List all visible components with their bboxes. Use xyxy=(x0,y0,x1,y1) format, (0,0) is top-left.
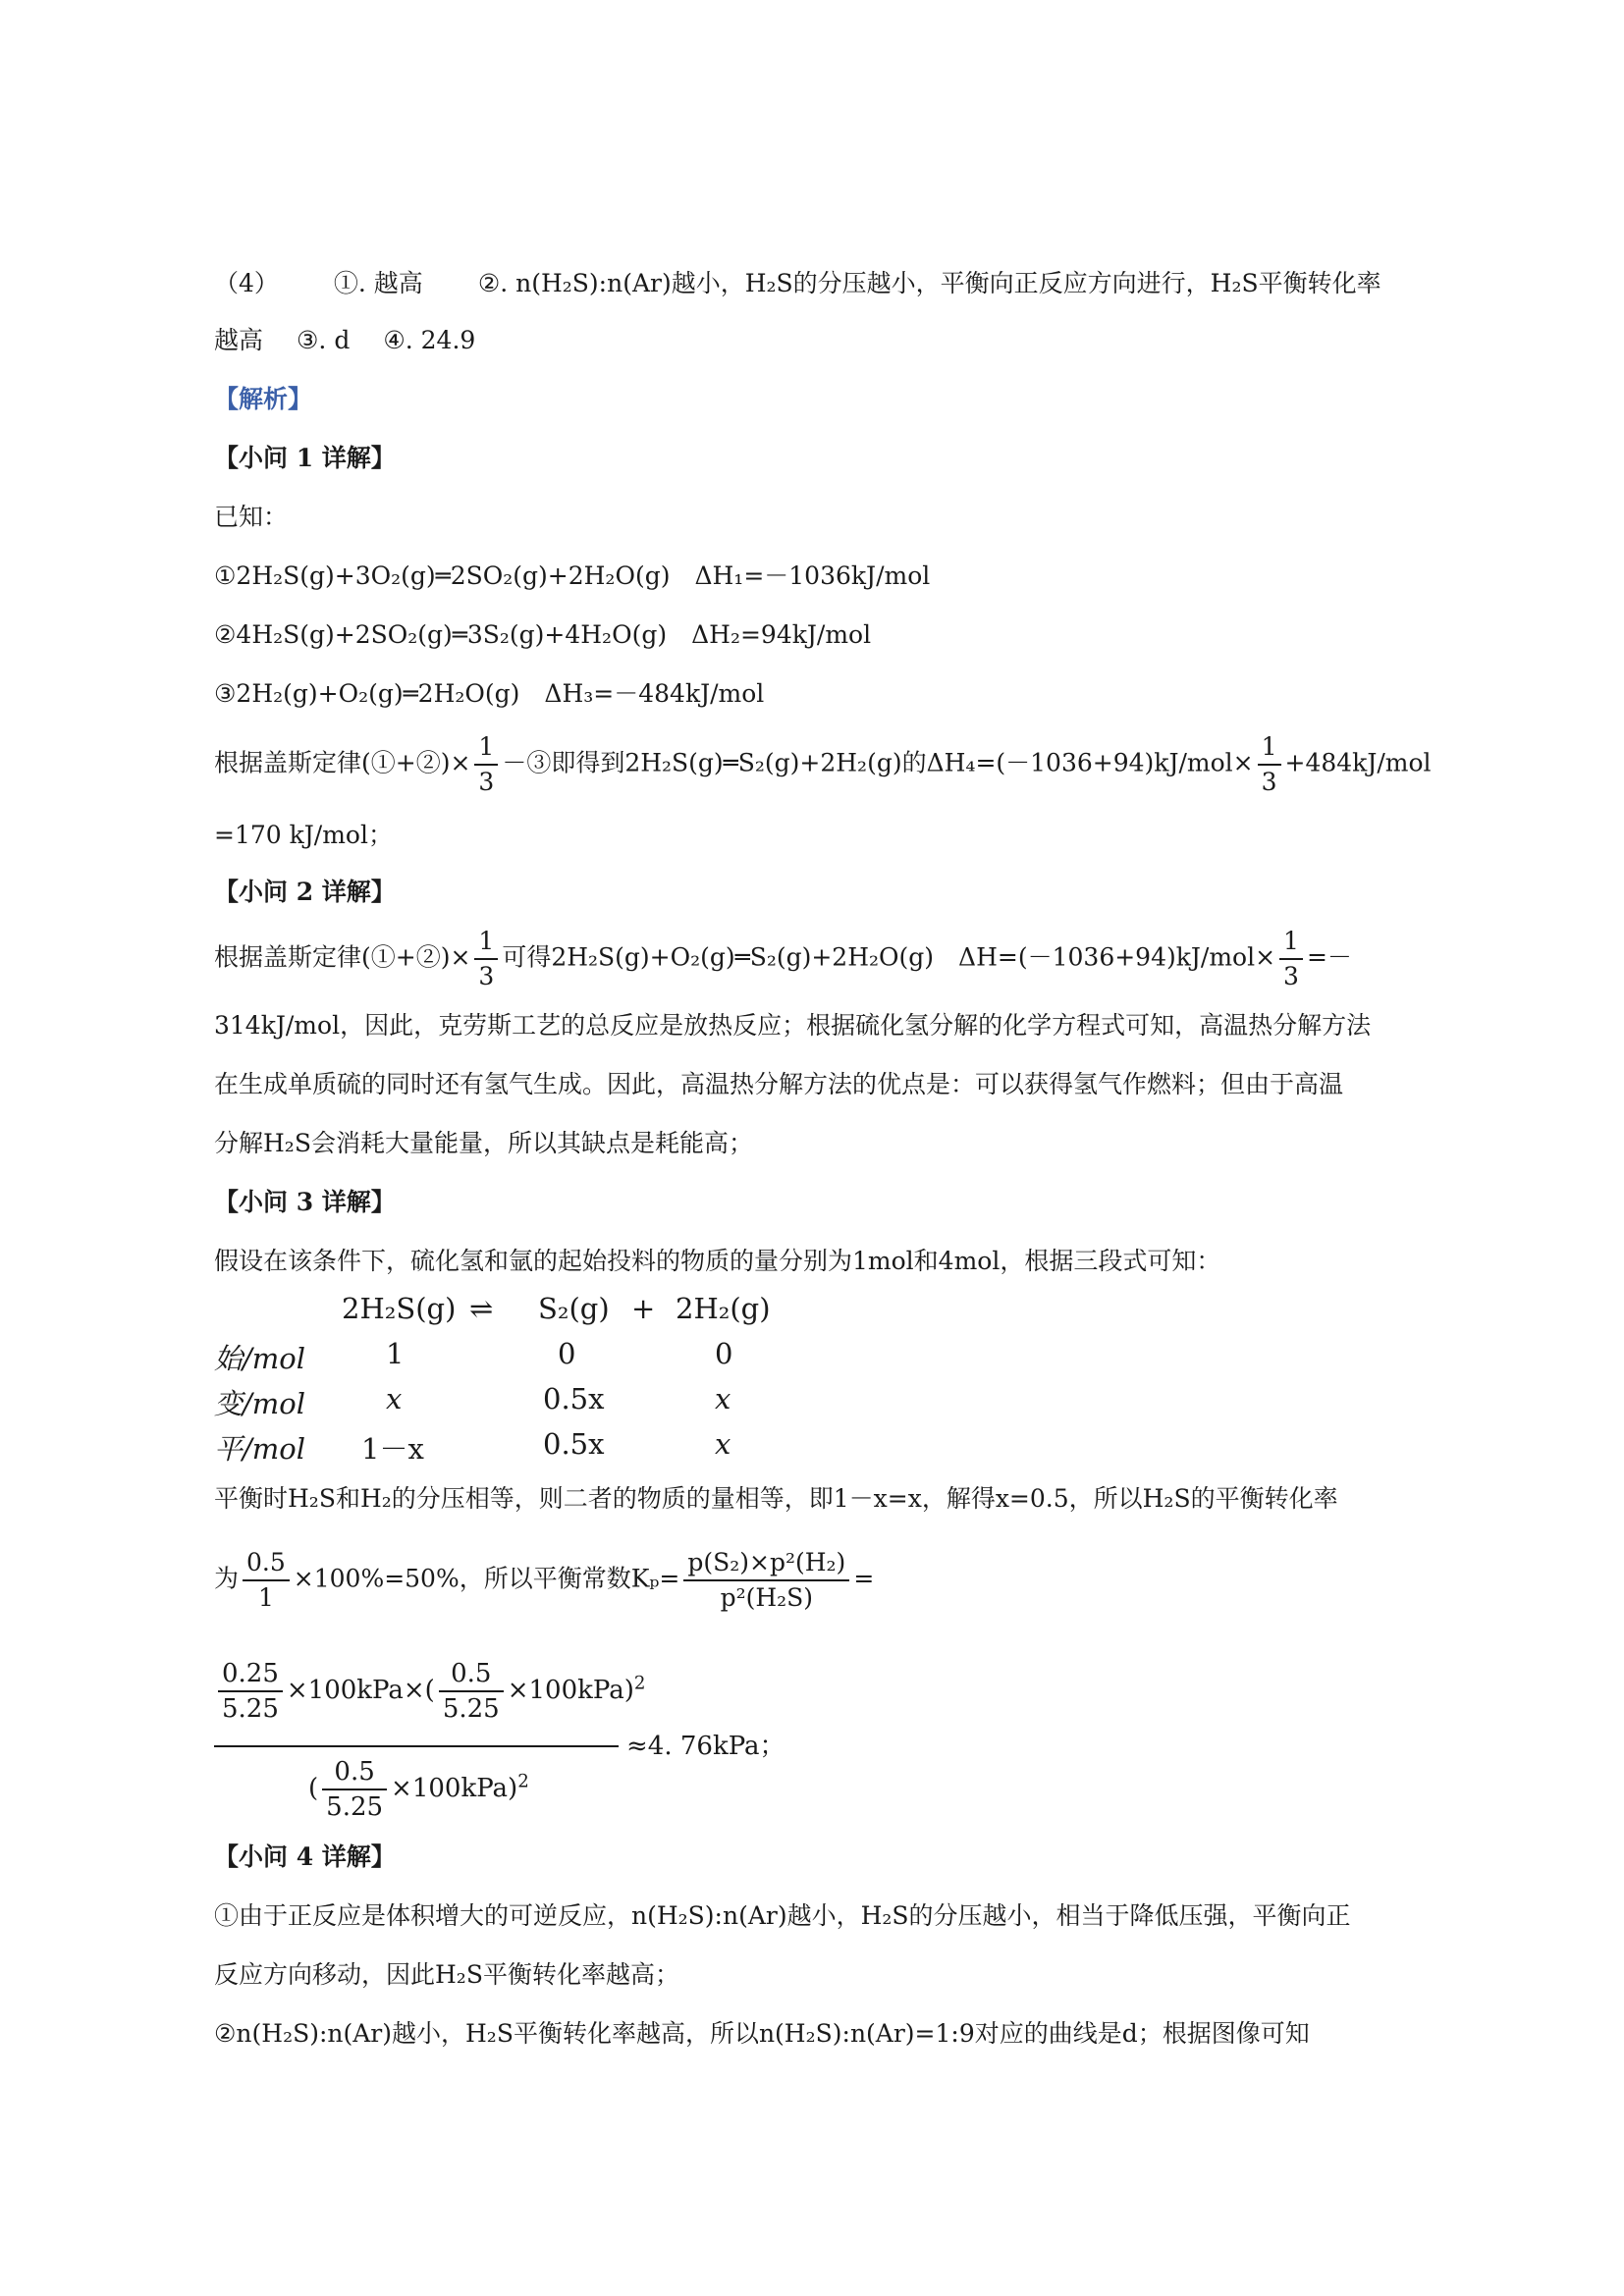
table-cell: 1 xyxy=(386,1337,405,1370)
q1-eq1: ①2H₂S(g)+3O₂(g)═2SO₂(g)+2H₂O(g) ΔH₁=－1036kJ/mol xyxy=(214,561,931,590)
conv-pre: 为 xyxy=(214,1564,240,1593)
part-label: （4） xyxy=(214,269,279,297)
conv-fraction: $\frac{0.5}{1}$ xyxy=(243,1546,290,1615)
q1-fraction-a: $\frac{1}{3}$ xyxy=(474,730,498,799)
q1-result: =170 kJ/mol； xyxy=(214,821,393,849)
q2-hess-a: 根据盖斯定律(①+②)× xyxy=(214,942,471,972)
table-cell: x xyxy=(715,1427,731,1461)
answer-item-3: ③. d xyxy=(297,326,351,354)
q2-title: 【小问 2 详解】 xyxy=(214,878,396,906)
q2-line-2: 314kJ/mol，因此，克劳斯工艺的总反应是放热反应；根据硫化氢分解的化学方程式可知，高温热分解方法 xyxy=(214,1011,1372,1040)
q2-hess-b: 可得2H₂S(g)+O₂(g)═S₂(g)+2H₂O(g) ΔH=(－1036+94)kJ/mol× xyxy=(502,942,1276,972)
table-cell: x xyxy=(386,1382,403,1415)
kp-big-denominator: ( $\frac{0.5}{5.25}$ ×100kPa)$^2$ xyxy=(308,1757,529,1822)
kp-equals: = xyxy=(853,1564,875,1593)
q1-known: 已知： xyxy=(214,503,289,531)
table-row-label: 始/mol xyxy=(214,1342,306,1375)
conv-post: ×100%=50%，所以平衡常数Kₚ= xyxy=(293,1564,680,1593)
table-header-cell: 2H₂(g) xyxy=(676,1292,771,1325)
kp-big-numerator: $\frac{0.25}{5.25}$ ×100kPa×( $\frac{0.5}{5.25}$ ×100kPa)$^2$ xyxy=(214,1657,645,1726)
q1-title: 【小问 1 详解】 xyxy=(214,444,396,472)
table-header-cell: 2H₂S(g) xyxy=(342,1292,457,1325)
q3-conversion-kp-line xyxy=(214,1546,874,1615)
q3-title: 【小问 3 详解】 xyxy=(214,1188,396,1216)
q4-line-1: ①由于正反应是体积增大的可逆反应，n(H₂S):n(Ar)越小，H₂S的分压越小，相当于降低压强，平衡向正 xyxy=(214,1901,1351,1930)
table-cell: 0 xyxy=(715,1337,733,1370)
q2-hess-line xyxy=(214,925,1352,993)
fraction-bar xyxy=(214,1745,619,1747)
kp-result: ≈4. 76kPa； xyxy=(626,1732,785,1761)
table-row-label: 平/mol xyxy=(214,1432,306,1466)
q3-intro: 假设在该条件下，硫化氢和氩的起始投料的物质的量分别为1mol和4mol，根据三段式可知： xyxy=(214,1247,1221,1275)
table-cell: x xyxy=(715,1382,731,1415)
q1-hess-c: +484kJ/mol xyxy=(1284,748,1432,777)
answer-item-2-cont: 越高 xyxy=(214,326,264,354)
q2-line-3: 在生成单质硫的同时还有氢气生成。因此，高温热分解方法的优点是：可以获得氢气作燃料；但由于高温 xyxy=(214,1070,1344,1098)
q1-hess-b: －③即得到2H₂S(g)═S₂(g)+2H₂(g)的ΔH₄=(－1036+94)kJ/mol× xyxy=(502,748,1254,777)
q2-fraction-b: $\frac{1}{3}$ xyxy=(1279,925,1303,993)
answer-line-2 xyxy=(214,324,475,357)
q2-fraction-a: $\frac{1}{3}$ xyxy=(474,925,498,993)
table-row-label: 变/mol xyxy=(214,1387,306,1420)
table-cell: 0.5x xyxy=(543,1427,605,1461)
table-header-cell: ⇌ xyxy=(469,1292,494,1325)
answer-item-2: ②. n(H₂S):n(Ar)越小，H₂S的分压越小，平衡向正反应方向进行，H₂S平衡转化率 xyxy=(477,269,1381,297)
answer-item-1: ①. 越高 xyxy=(333,269,423,297)
table-cell: 0.5x xyxy=(543,1382,605,1415)
answer-item-4: ④. 24.9 xyxy=(383,326,476,354)
q3-equilibrium-line: 平衡时H₂S和H₂的分压相等，则二者的物质的量相等，即1－x=x，解得x=0.5，所以H₂S的平衡转化率 xyxy=(214,1484,1338,1513)
q1-hess-line xyxy=(214,730,1432,799)
q4-line-2: 反应方向移动，因此H₂S平衡转化率越高； xyxy=(214,1960,679,1989)
q2-line-4: 分解H₂S会消耗大量能量，所以其缺点是耗能高； xyxy=(214,1129,753,1157)
answer-line-1 xyxy=(214,267,1381,300)
table-cell: 0 xyxy=(558,1337,576,1370)
q4-title: 【小问 4 详解】 xyxy=(214,1842,396,1871)
q1-eq2: ②4H₂S(g)+2SO₂(g)═3S₂(g)+4H₂O(g) ΔH₂=94kJ/mol xyxy=(214,620,872,649)
table-header-cell: + xyxy=(631,1292,656,1325)
table-cell: 1－x xyxy=(361,1432,424,1466)
q1-eq3: ③2H₂(g)+O₂(g)═2H₂O(g) ΔH₃=－484kJ/mol xyxy=(214,679,765,708)
q1-fraction-b: $\frac{1}{3}$ xyxy=(1258,730,1281,799)
q2-hess-c: =－ xyxy=(1306,942,1352,972)
jiexi-heading: 【解析】 xyxy=(214,385,313,413)
q4-line-3: ②n(H₂S):n(Ar)越小，H₂S平衡转化率越高，所以n(H₂S):n(Ar)=1:9对应的曲线是d；根据图像可知 xyxy=(214,2019,1310,2048)
kp-fraction: $\frac{\text{p(S₂)×p²(H₂)}}{\text{p²(H₂S)}}$ xyxy=(683,1546,849,1615)
q1-hess-a: 根据盖斯定律(①+②)× xyxy=(214,748,471,777)
table-header-cell: S₂(g) xyxy=(538,1292,610,1325)
